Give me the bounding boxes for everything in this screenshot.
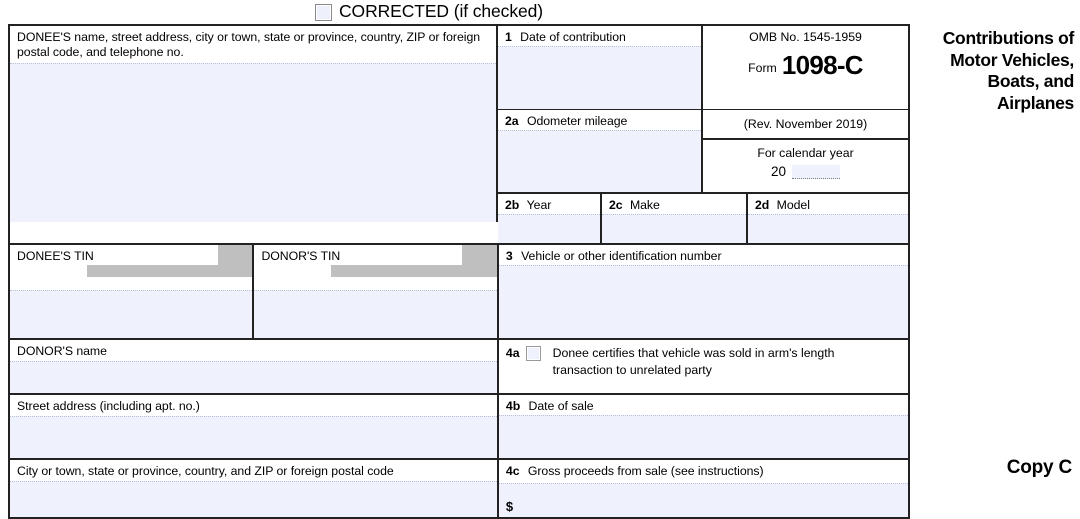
form-number: 1098-C (781, 50, 863, 80)
form-title-line-2: Motor Vehicles, (950, 49, 1074, 70)
donor-tin-input[interactable] (254, 290, 496, 338)
row-date-of-contribution (498, 26, 908, 109)
row-donee-and-vehicle (10, 26, 908, 243)
field-2a-number: 2a (505, 114, 519, 128)
copy-designation: Copy C (1006, 457, 1072, 478)
street-address-input[interactable] (10, 416, 497, 458)
donee-tin-redaction-bar (87, 265, 254, 277)
field-2a-text: Odometer mileage (526, 114, 628, 128)
donee-tin-box[interactable] (10, 245, 254, 338)
city-state-zip-box[interactable] (10, 460, 499, 517)
field-4b-number: 4b (505, 399, 521, 413)
field-2d-number: 2d (755, 198, 770, 212)
field-2c-label (602, 194, 746, 213)
form-1098c (0, 24, 1080, 514)
field-3-label (499, 245, 908, 264)
corrected-checkbox-group[interactable] (315, 3, 543, 21)
donee-tin-input[interactable] (10, 290, 252, 338)
form-grid (8, 24, 910, 519)
field-4a-checkbox[interactable] (526, 346, 541, 361)
form-number-line (703, 45, 908, 78)
field-4c-currency-symbol: $ (505, 499, 514, 514)
field-1-number: 1 (505, 30, 512, 44)
field-1-label (498, 26, 701, 45)
row-donor-name-and-4a (10, 338, 908, 393)
calendar-year-prefix: 20 (770, 164, 787, 179)
row-tins-and-vin (10, 243, 908, 338)
field-4a-text: Donee certifies that vehicle was sold in arm's length transaction to unrelated party (552, 346, 835, 377)
row-street-address-and-4b (10, 393, 908, 458)
field-2b-year[interactable] (498, 194, 602, 243)
corrected-label: CORRECTED (if checked) (339, 1, 543, 22)
row-vehicle-description (498, 192, 908, 243)
form-revision-date: (Rev. November 2019) (743, 117, 868, 131)
corrected-bar (0, 0, 1080, 24)
form-title-line-1: Contributions of (942, 28, 1074, 48)
field-2b-text: Year (526, 198, 552, 212)
field-1-text: Date of contribution (520, 30, 626, 44)
calendar-year-block (703, 138, 908, 179)
city-state-zip-input[interactable] (10, 481, 497, 517)
omb-number: OMB No. 1545-1959 (749, 30, 862, 44)
field-3-text: Vehicle or other identification number (521, 249, 722, 263)
form-word: Form (748, 61, 777, 75)
field-2b-input[interactable] (498, 214, 600, 243)
field-4b-label (499, 395, 908, 414)
city-state-zip-label: City or town, state or province, country, and ZIP or foreign postal code (17, 464, 394, 478)
street-address-label: Street address (including apt. no.) (17, 399, 200, 413)
field-4a-number: 4a (505, 346, 520, 360)
field-2c-input[interactable] (602, 214, 746, 243)
field-2c-make[interactable] (602, 194, 748, 243)
field-4b-input[interactable] (499, 415, 908, 458)
donor-name-label: DONOR'S name (17, 344, 107, 358)
field-4a-label-row (499, 340, 908, 378)
field-1-input[interactable] (498, 46, 701, 109)
donor-name-input[interactable] (10, 361, 497, 393)
field-4c-gross-proceeds[interactable] (499, 460, 908, 517)
calendar-year-input[interactable] (792, 165, 840, 179)
calendar-year-entry[interactable] (703, 161, 908, 179)
calendar-year-label: For calendar year (757, 146, 854, 160)
form-title-line-3: Boats, and (987, 71, 1074, 91)
field-2d-text: Model (776, 198, 810, 212)
field-3-number: 3 (505, 249, 513, 263)
donor-tin-box[interactable] (254, 245, 498, 338)
field-2c-number: 2c (609, 198, 623, 212)
donee-tin-label: DONEE'S TIN (17, 249, 94, 263)
field-2b-label (498, 194, 600, 213)
donee-address-input[interactable] (10, 63, 496, 222)
donee-address-box[interactable] (10, 26, 498, 222)
field-4c-number: 4c (505, 464, 520, 478)
field-2d-model[interactable] (748, 194, 908, 243)
donor-name-box[interactable] (10, 340, 499, 393)
field-4c-label (499, 460, 908, 479)
form-identity-block (703, 26, 908, 109)
donor-tin-redaction-bar (331, 265, 498, 277)
field-2b-number: 2b (505, 198, 520, 212)
form-title-line-4: Airplanes (996, 92, 1074, 113)
field-2d-label (748, 194, 908, 213)
field-4b-date-of-sale[interactable] (499, 395, 908, 458)
field-3-input[interactable] (499, 265, 908, 338)
row-odometer (498, 109, 908, 192)
field-2d-input[interactable] (748, 214, 908, 243)
vehicle-and-formid-stack (498, 26, 908, 243)
field-1-date-of-contribution[interactable] (498, 26, 703, 109)
field-2a-input[interactable] (498, 130, 701, 192)
field-2a-odometer-mileage[interactable] (498, 110, 703, 192)
field-2c-text: Make (629, 198, 660, 212)
field-4b-text: Date of sale (528, 399, 594, 413)
revision-and-year-block (703, 110, 908, 192)
street-address-box[interactable] (10, 395, 499, 458)
field-4c-input[interactable] (499, 483, 908, 517)
field-4a-arms-length-certification[interactable] (499, 340, 908, 393)
form-title (912, 28, 1074, 114)
corrected-checkbox[interactable] (315, 4, 332, 21)
donor-tin-label: DONOR'S TIN (261, 249, 341, 263)
row-city-state-zip-and-4c (10, 458, 908, 517)
donee-address-label: DONEE'S name, street address, city or town, state or province, country, ZIP or foreign postal code, and telephone no. (17, 30, 481, 59)
field-2a-label (498, 110, 701, 129)
field-4c-text: Gross proceeds from sale (see instructions) (527, 464, 764, 478)
field-3-vehicle-id-number[interactable] (499, 245, 908, 338)
